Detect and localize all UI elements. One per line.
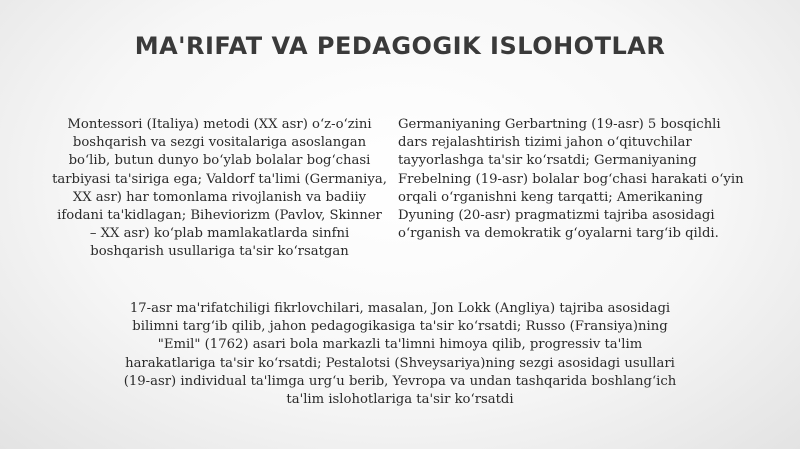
slide-title: MA'RIFAT VA PEDAGOGIK ISLOHOTLAR	[134, 32, 666, 60]
bottom-text: 17-asr ma'rifatchiligi fikrlovchilari, masalan, Jon Lokk (Angliya) tajriba asosidagi bilimni targ‘ib qilib, jahon pedagogikasiga ta'sir ko‘rsatdi; Russo (Fransiya)ning "Emil" (1762) asari bola markazli ta'limni himoya qilib, progressiv ta'lim harakatlariga ta'sir ko‘rsatdi; Pestalotsi (Shveysariya)ning sezgi asosidagi usullari (19-asr) individual ta'limga urg‘u berib, Yevropa va undan tashqarida boshlang‘ich ta'lim islohotlariga ta'sir ko‘rsatdi	[123, 301, 677, 408]
left-column-text: Montessori (Italiya) metodi (XX asr) o‘z-o‘zini boshqarish va sezgi vositalariga asoslangan bo‘lib, butun dunyo bo‘ylab bolalar bog‘chasi tarbiyasi ta'siriga ega; Valdorf ta'limi (Germaniya, XX asr) har tomonlama rivojlanish va badiiy ifodani ta'kidlagan; Biheviorizm (Pavlov, Skinner – XX asr) ko‘plab mamlakatlarda sinfni boshqarish usullariga ta'sir ko‘rsatgan	[52, 117, 387, 260]
right-column-text: Germaniyaning Gerbartning (19-asr) 5 bosqichli dars rejalashtirish tizimi jahon o‘qituvchilar tayyorlashga ta'sir ko‘rsatdi; Germaniyaning Frebelning (19-asr) bolalar bog‘chasi harakati o‘yin orqali o‘rganishni keng tarqatti; Amerikaning Dyuning (20-asr) pragmatizmi tajriba asosidagi o‘rganish va demokratik g‘oyalarni targ‘ib qildi.	[398, 117, 744, 242]
